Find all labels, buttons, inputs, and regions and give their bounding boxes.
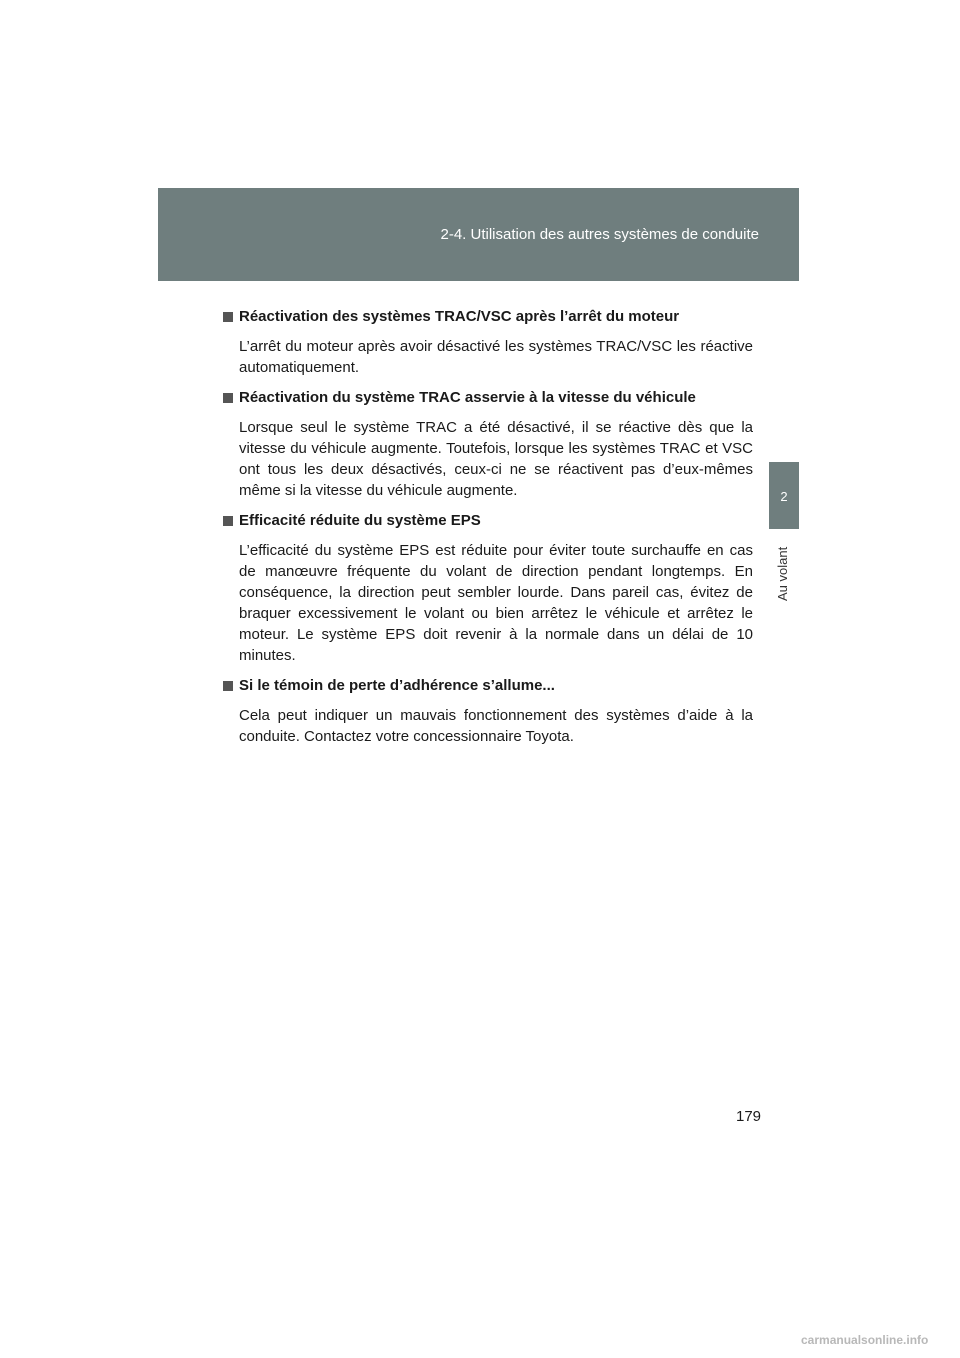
chapter-title: 2-4. Utilisation des autres systèmes de conduite [440, 226, 759, 243]
section-heading-text: Réactivation des systèmes TRAC/VSC après l’arrêt du moteur [239, 308, 680, 325]
section-heading-text: Si le témoin de perte d’adhérence s’allume... [239, 677, 555, 694]
page-content [223, 306, 753, 756]
square-bullet-icon [223, 393, 233, 403]
header-band [158, 188, 799, 281]
section-eps-efficiency [223, 510, 753, 666]
section-heading-text: Réactivation du système TRAC asservie à la vitesse du véhicule [239, 389, 696, 406]
square-bullet-icon [223, 516, 233, 526]
section-heading [223, 510, 753, 531]
section-body: L’arrêt du moteur après avoir désactivé les systèmes TRAC/VSC les réactive automatiquement. [239, 338, 753, 376]
section-body: Cela peut indiquer un mauvais fonctionnement des systèmes d’aide à la conduite. Contactez votre concessionnaire Toyota. [239, 707, 753, 745]
page-number: 179 [736, 1108, 762, 1125]
square-bullet-icon [223, 312, 233, 322]
section-heading-text: Efficacité réduite du système EPS [239, 512, 481, 529]
square-bullet-icon [223, 681, 233, 691]
section-trac-speed-reactivation [223, 387, 753, 501]
section-trac-vsc-reactivation [223, 306, 753, 378]
section-body: Lorsque seul le système TRAC a été désactivé, il se réactive dès que la vitesse du véhicule augmente. Toutefois, lorsque les systèmes TRAC et VSC ont tous les deux désactivés, ceux-ci ne se réactivent pas d’eux-mêmes même si la vitesse du véhicule augmente. [239, 419, 753, 499]
chapter-tab [769, 462, 799, 529]
section-heading [223, 387, 753, 408]
section-slip-indicator [223, 675, 753, 747]
section-heading [223, 306, 753, 327]
chapter-tab-number: 2 [780, 489, 788, 504]
section-heading [223, 675, 753, 696]
chapter-tab-label: Au volant [775, 546, 790, 601]
watermark: carmanualsonline.info [801, 1333, 929, 1347]
section-body: L’efficacité du système EPS est réduite pour éviter toute surchauffe en cas de manœuvre fréquente du volant de direction pendant longtemps. En conséquence, la direction peut sembler lourde. Dans pareil cas, évitez de braquer excessivement le volant ou bien arrêtez le véhicule et arrêtez le moteur. Le système EPS doit revenir à la normale dans un délai de 10 minutes. [239, 542, 753, 664]
